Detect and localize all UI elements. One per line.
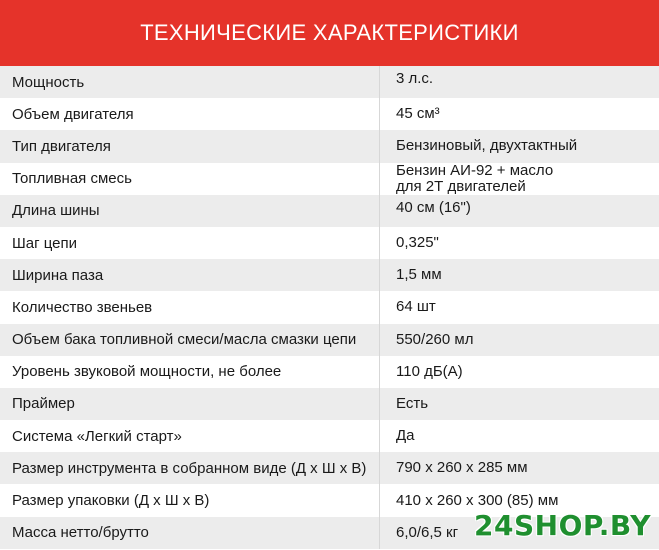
spec-label: Размер инструмента в собранном виде (Д х Ш х В) <box>0 452 380 484</box>
table-row <box>0 388 659 420</box>
spec-label: Тип двигателя <box>0 130 380 162</box>
page-title-banner <box>0 0 659 66</box>
spec-value: Бензиновый, двухтактный <box>396 137 578 155</box>
table-row <box>0 324 659 356</box>
table-row <box>0 163 659 195</box>
spec-value: 550/260 мл <box>396 330 474 348</box>
page-title: ТЕХНИЧЕСКИЕ ХАРАКТЕРИСТИКИ <box>140 20 519 45</box>
specs-table <box>0 66 659 549</box>
table-row <box>0 195 659 227</box>
table-row <box>0 259 659 291</box>
spec-value: Есть <box>396 394 429 412</box>
table-row <box>0 420 659 452</box>
spec-label: Шаг цепи <box>0 227 380 259</box>
spec-label: Мощность <box>0 66 380 98</box>
spec-value: 40 см (16") <box>396 198 471 216</box>
table-row <box>0 452 659 484</box>
spec-value: 6,0/6,5 кг <box>396 523 459 541</box>
spec-label: Объем двигателя <box>0 98 380 130</box>
table-row <box>0 66 659 98</box>
table-row <box>0 291 659 323</box>
spec-label: Размер упаковки (Д х Ш х В) <box>0 484 380 516</box>
spec-value: 110 дБ(А) <box>396 362 463 380</box>
table-row <box>0 356 659 388</box>
spec-label: Уровень звуковой мощности, не более <box>0 356 380 388</box>
spec-label: Количество звеньев <box>0 291 380 323</box>
spec-value: Да <box>396 427 415 445</box>
spec-value: 0,325" <box>396 234 439 252</box>
spec-value: 1,5 мм <box>396 266 442 284</box>
table-row <box>0 227 659 259</box>
spec-value: 410 х 260 х 300 (85) мм <box>396 491 559 509</box>
table-row <box>0 130 659 162</box>
table-row <box>0 98 659 130</box>
spec-label: Праймер <box>0 388 380 420</box>
spec-label: Система «Легкий старт» <box>0 420 380 452</box>
spec-value: Бензин АИ-92 + масло для 2Т двигателей <box>396 161 554 195</box>
spec-label: Объем бака топливной смеси/масла смазки цепи <box>0 324 380 356</box>
spec-label: Топливная смесь <box>0 163 380 195</box>
spec-label: Длина шины <box>0 195 380 227</box>
spec-value: 790 х 260 х 285 мм <box>396 459 528 477</box>
spec-value: 3 л.с. <box>396 70 434 87</box>
spec-value: 45 см³ <box>396 105 440 123</box>
spec-label: Масса нетто/брутто <box>0 517 380 549</box>
spec-value: 64 шт <box>396 298 436 316</box>
spec-label: Ширина паза <box>0 259 380 291</box>
store-watermark: 24SHOP.BY <box>474 509 651 542</box>
